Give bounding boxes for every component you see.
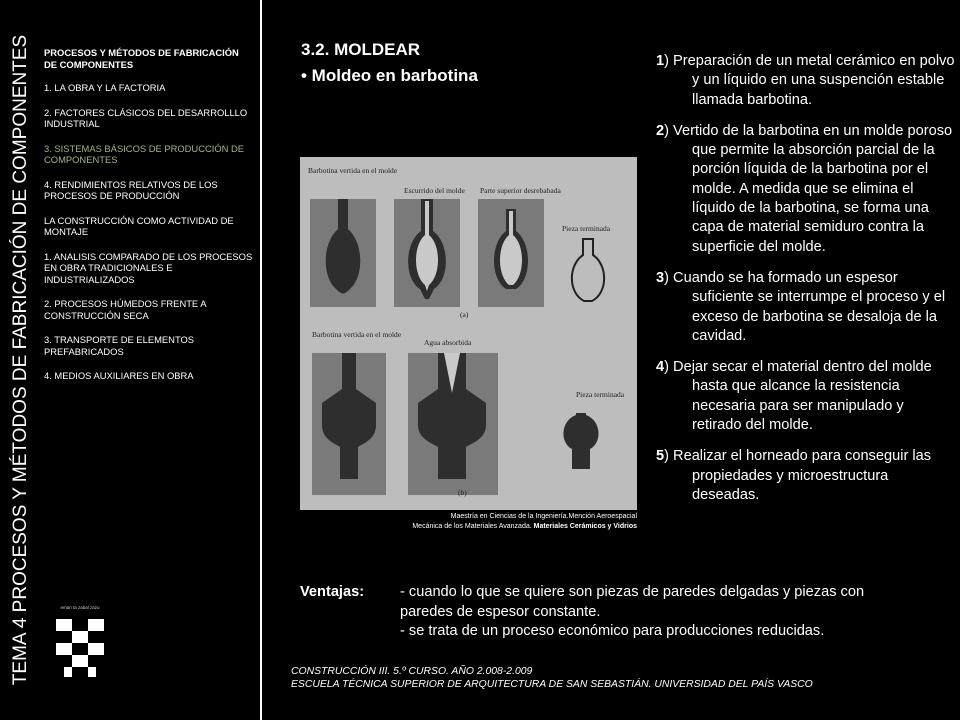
figure-label-b1: Barbotina vertida en el molde [312,330,402,339]
vertical-title-text: TEMA 4 PROCESOS Y MÉTODOS DE FABRICACIÓN DE COMPONENTES [10,34,32,686]
step-2 [656,122,956,257]
figure-label-a2: Escurrido del molde [404,186,465,195]
step-4 [656,358,956,435]
sidebar-item-obra-factoria[interactable]: 1. LA OBRA Y LA FACTORIA [44,82,166,93]
mold-a1 [310,199,376,307]
mold-a3 [478,199,544,307]
figure-caption-prefix: Mecánica de los Materiales Avanzada. [412,523,534,530]
figure-label-b: (b) [458,488,467,497]
subsection-title: • Moldeo en barbotina [301,66,478,85]
figure-label-a3: Parte superior desrebabada [480,186,561,195]
step-number: 2 [656,122,665,139]
figure-label-a1: Barbotina vertida en el molde [308,166,398,175]
figure-caption [300,512,637,532]
vertical-course-title [4,30,38,690]
advantages-line-1 [300,583,952,603]
sidebar-nav [44,47,254,395]
step-text: ) Vertido de la barbotina en un molde poroso que permite la absorción parcial de la porción líquida de la barbotina por el molde. A medida que se elimina el líquido de la barbotina, se forma una capa de material semiduro contra la superficie del molde. [664,122,953,255]
upv-ehu-logo-icon [50,613,110,683]
advantage-1-text: - cuando lo que se quiere son piezas de paredes delgadas y piezas con [400,584,865,600]
section-title: 3.2. MOLDEAR [301,40,421,59]
step-number: 1 [656,53,665,69]
step-1 [656,52,956,110]
university-logo [50,605,110,690]
sidebar-item-rendimientos[interactable]: 4. RENDIMIENTOS RELATIVOS DE LOS PROCESOS DE PRODUCCIÓN [44,178,218,201]
slip-casting-figure [300,157,637,510]
step-number: 3 [656,269,665,286]
logo-caption: eman ta zabal zazu [60,605,100,610]
figure-label-b2: Agua absorbida [424,338,472,347]
mold-a2 [394,199,460,307]
figure-label-a4: Pieza terminada [562,224,611,233]
step-3 [656,269,956,346]
sidebar-divider [260,0,262,720]
sidebar-item-procesos-humedos[interactable]: 2. PROCESOS HÚMEDOS FRENTE A CONSTRUCCIÓN SECA [44,298,207,321]
footer-school: ESCUELA TÉCNICA SUPERIOR DE ARQUITECTURA DE SAN SEBASTIÁN. UNIVERSIDAD DEL PAÍS VASCO [291,678,813,690]
step-text: ) Preparación de un metal cerámico en polvo y un líquido en una suspención estable llamada barbotina. [664,53,955,108]
sidebar-item-analisis-comparado[interactable]: 1. ANALISIS COMPARADO DE LOS PROCESOS EN OBRA TRADICIONALES E INDUSTRIALIZADOS [44,250,253,285]
mold-b1 [312,353,386,495]
sidebar-item-transporte[interactable]: 3. TRANSPORTE DE ELEMENTOS PREFABRICADOS [44,334,195,357]
sidebar-heading[interactable]: PROCESOS Y MÉTODOS DE FABRICACIÓN DE COMPONENTES [44,47,239,70]
advantages-block [300,583,952,642]
mold-b2 [408,353,498,495]
step-text: ) Realizar el horneado para conseguir las propiedades y microestructura deseadas. [664,448,932,503]
step-text: ) Cuando se ha formado un espesor suficiente se interrumpe el proceso y el exceso de barbotina se desaloja de la cavidad. [664,269,946,344]
advantage-2-text: - se trata de un proceso económico para producciones reducidas. [400,623,825,639]
step-text: ) Dejar secar el material dentro del molde hasta que alcance la resistencia necesaria para ser manipulado y retirado del molde. [664,359,932,434]
footer [291,666,813,691]
advantage-1-continuation: paredes de espesor constante. [400,603,601,620]
step-number: 5 [656,448,665,465]
sidebar-item-factores-clasicos[interactable]: 2. FACTORES CLÁSICOS DEL DESARROLLLO INDUSTRIAL [44,106,248,129]
figure-label-a: (a) [460,310,469,319]
sidebar-item-sistemas-basicos[interactable]: 3. SISTEMAS BÁSICOS DE PRODUCCIÓN DE COMPONENTES [44,142,245,165]
figure-caption-line1: Maestría en Ciencias de la Ingeniería.Mención Aeroespacial [450,513,637,520]
figure-caption-bold: Materiales Cerámicos y Vidrios [533,523,637,530]
process-steps [656,52,956,517]
figure-label-b3: Pieza terminada [576,390,625,399]
figure-caption-line2 [300,522,637,532]
sidebar-item-medios-auxiliares[interactable]: 4. MEDIOS AUXILIARES EN OBRA [44,370,194,381]
sidebar-item-construccion-montaje[interactable]: LA CONSTRUCCIÓN COMO ACTIVIDAD DE MONTAJE [44,214,234,237]
advantages-label: Ventajas: [300,584,365,600]
step-5 [656,447,956,505]
step-number: 4 [656,359,665,376]
footer-course: CONSTRUCCIÓN III. 5.º CURSO. AÑO 2.008-2.009 [291,666,533,677]
